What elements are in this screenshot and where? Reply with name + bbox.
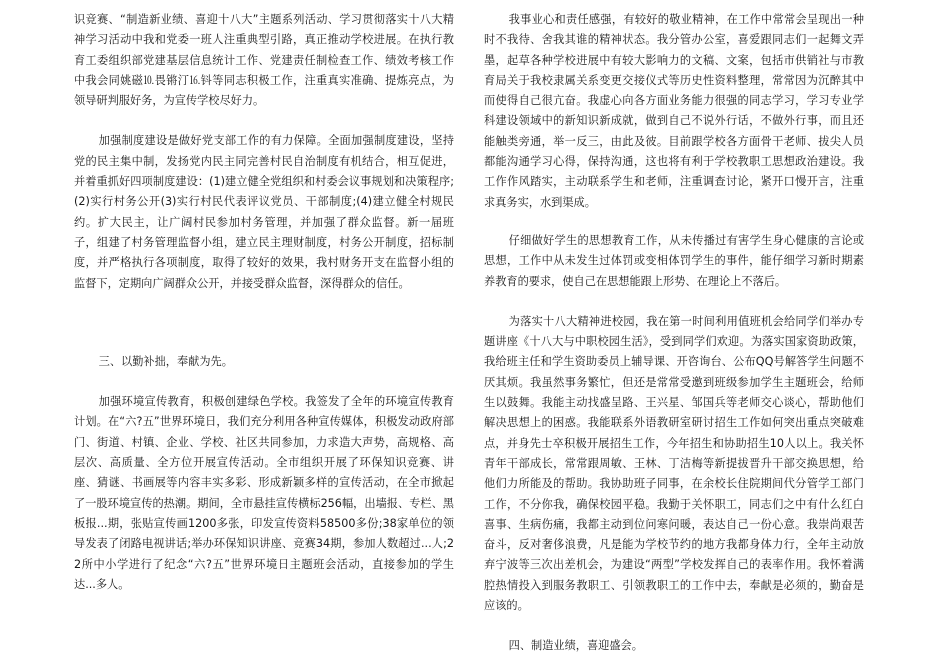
spacer: [74, 372, 454, 392]
spacer: [74, 111, 454, 131]
spacer: [484, 292, 864, 312]
left-column: [74, 10, 454, 595]
right-column: [484, 10, 864, 657]
section-heading-4: 四、制造业绩，喜迎盛会。: [508, 639, 643, 653]
spacer: [484, 213, 864, 231]
section-heading-3: 三、以勤补拙，奉献为先。: [98, 354, 233, 368]
right-paragraph-3: 为落实十八大精神进校园，我在第一时间利用值班机会给同学们举办专题讲座《十八大与中职校园生活》，受到同学们欢迎。为落实国家资助政策，我给班主任和学生资助委员上辅导课、开咨询台、公布QQ号解答学生问题不厌其烦。我虽然事务繁忙，但还是常常受邀到班级参加学生主题班会，给师生以鼓舞。我能主动找盛呈路、王兴星、邹国兵等老师交心谈心，帮助他们解决思想上的困惑。我能联系外语教研室研讨招生工作如何突出重点突破难点，并身先士卒积极开展招生工作，今年招生和协助招生10人以上。我关怀青年干部成长，常常跟周敏、王林、丁洁梅等新提拔晋升干部交换思想，给他们力所能及的帮助。我协助班子同事，在余校长住院期间代分管学工部门工作，不分你我，确保校园平稳。我勤于关怀职工，同志们之中有什么红白喜事、生病伤痛，我都主动到位问寒问暖，表达自己一份心意。我崇尚艰苦奋斗，反对奢侈浪费，凡是能为学校节约的地方我都身体力行，全年主动放弃宁波等三次出差机会，为建设“两型”学校发挥自己的表率作用。我怀着满腔热情投入到服务教职工、引领教职工的工作中去，奉献是必须的，勤奋是应该的。: [484, 314, 864, 613]
right-paragraph-1: 我事业心和责任感强，有较好的敬业精神，在工作中常常会呈现出一种时不我待、舍我其谁的精神状态。我分管办公室，喜爱跟同志们一起舞文弄墨，起草各种学校进展中有较大影响力的文稿、文案，包括市供销社与市教育局关于我校隶属关系变更交接仪式等历史性资料整理，常常因为沉醉其中而使得自己很亢奋。我虚心向各方面业务能力很强的同志学习，学习专业学科建设领域中的新知识新成就，做到自己不说外行话，不做外行事，而且还能触类旁通，举一反三，由此及彼。目前跟学校各方面骨干老师、拔尖人员都能沟通学习心得，保持沟通，这也将有利于学校教职工思想政治建设。我工作作风踏实，主动联系学生和老师，注重调查讨论，紧开口慢开言，注重求真务实，水到渠成。: [484, 13, 864, 209]
left-paragraph-2: 加强制度建设是做好党支部工作的有力保障。全面加强制度建设，坚持党的民主集中制，发扬党内民主同完善村民自治制度有机结合，相互促进，并着重抓好四项制度建设：(1)建立健全党组织和村委会议事规划和决策程序;(2)实行村务公开(3)实行村民代表评议党员、干部制度;(4)建立健全村规民约。扩大民主，让广阔村民参加村务管理，并加强了群众监督。新一届班子，组建了村务管理监督小组，建立民主理财制度，村务公开制度，招标制度，并严格执行各项制度，取得了较好的效果，我村财务开支在监督小组的监督下，定期向广阔群众公开，并接受群众监督，深得群众的信任。: [74, 134, 454, 290]
left-paragraph-1: 识竞赛、“制造新业绩、喜迎十八大”主题系列活动、学习贯彻落实十八大精神学习活动中我和党委一班人注重典型引路，真正推动学校进展。在执行教育工委组织部党建基层信息统计工作、党建责任制检查工作、绩效考核工作中我会同姚磁⒑畏锵汀⒗钭等同志积极工作，注重真实准确、提炼亮点，为领导研判服好务，为宣传学校尽好力。: [74, 13, 454, 108]
spacer: [484, 616, 864, 636]
left-paragraph-3: 加强环境宣传教育，积极创建绿色学校。我签发了全年的环境宣传教育计划。在“六?五”世界环境日，我们充分利用各种宣传媒体，积极发动政府部门、街道、村镇、企业、学校、社区共同参加，力求造大声势，高规格、高层次、高质量、全方位开展宣传活动。全市组织开展了环保知识竞赛、讲座、猜谜、书画展等内容丰实多彩、形成新颖多样的宣传活动，在全市掀起了一股环境宣传的热潮。期间，全市悬挂宣传横标256幅，出墙报、专栏、黑板报...期，张贴宣传画1200多张，印发宣传资料58500多份;38家单位的领导发表了闭路电视讲话;举办环保知识讲座、竞赛34期，参加人数超过...人;22所中小学进行了纪念“六?五”世界环境日主题班会活动，直接参加的学生达...多人。: [74, 395, 454, 591]
spacer: [74, 294, 454, 352]
right-paragraph-2: 仔细做好学生的思想教育工作，从未传播过有害学生身心健康的言论或思想，工作中从未发生过体罚或变相体罚学生的事件，能仔细学习新时期素养教育的要求，使自己在思想能跟上形势、在理论上不落后。: [484, 233, 864, 288]
